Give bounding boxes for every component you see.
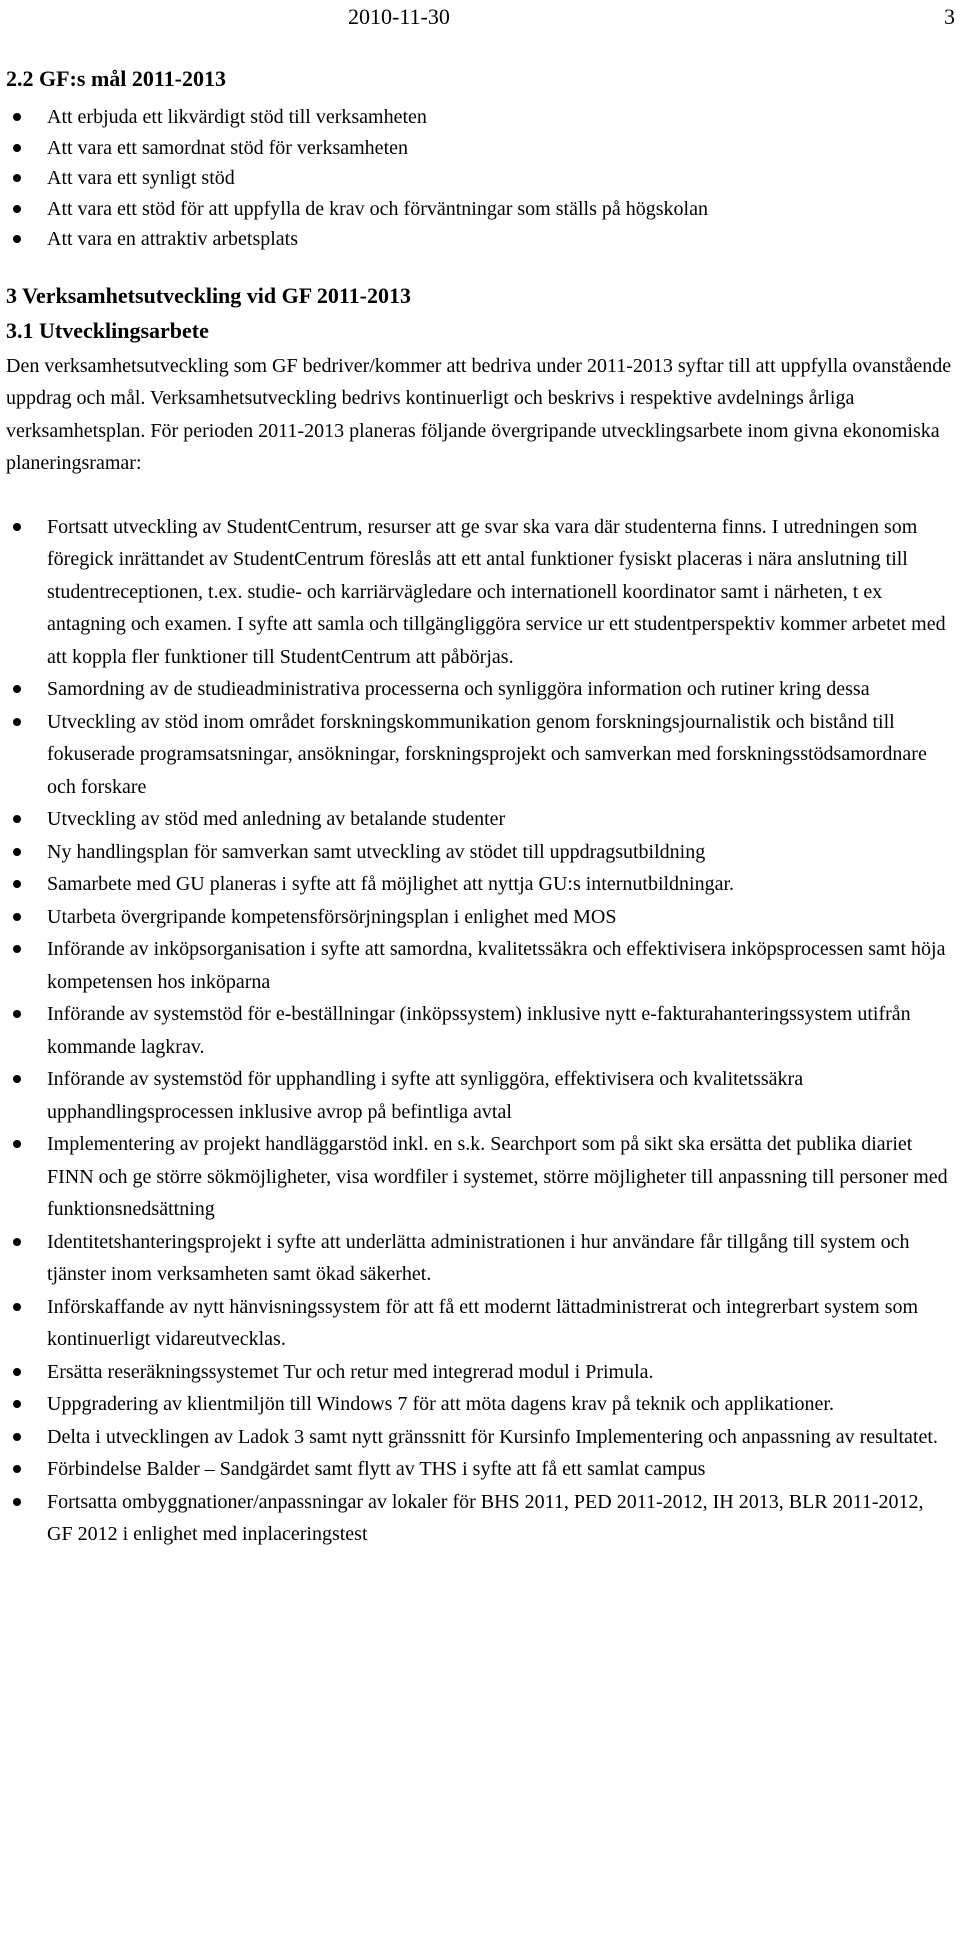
list-item: Förbindelse Balder – Sandgärdet samt flytt av THS i syfte att få ett samlat campus — [6, 1453, 954, 1486]
list-item: Att vara ett samordnat stöd för verksamheten — [6, 133, 954, 164]
list-item: Införande av systemstöd för upphandling i syfte att synliggöra, effektivisera och kvalitetssäkra upphandlingsprocessen inklusive avrop på befintliga avtal — [6, 1063, 954, 1128]
list-item: Införande av systemstöd för e-beställningar (inköpssystem) inklusive nytt e-fakturahanteringssystem utifrån kommande lagkrav. — [6, 998, 954, 1063]
intro-paragraph: Den verksamhetsutveckling som GF bedriver/kommer att bedriva under 2011-2013 syftar till att uppfylla ovanstående uppdrag och mål. Verksamhetsutveckling bedrivs kontinuerligt och beskrivs i respektive avdelnings årliga verksamhetsplan. För perioden 2011-2013 planeras följande övergripande utvecklingsarbete inom givna ekonomiska planeringsramar: — [6, 354, 952, 475]
list-item: Att erbjuda ett likvärdigt stöd till verksamheten — [6, 102, 954, 133]
list-item: Att vara ett stöd för att uppfylla de krav och förväntningar som ställs på högskolan — [6, 194, 954, 225]
development-work-list — [6, 511, 954, 1551]
list-item: Samordning av de studieadministrativa processerna och synliggöra information och rutiner kring dessa — [6, 673, 954, 706]
list-item: Fortsatta ombyggnationer/anpassningar av lokaler för BHS 2011, PED 2011-2012, IH 2013, BLR 2011-2012, GF 2012 i enlighet med inplaceringstest — [6, 1486, 954, 1551]
document-content — [6, 64, 954, 1551]
list-item: Utarbeta övergripande kompetensförsörjningsplan i enlighet med MOS — [6, 901, 954, 934]
list-item: Implementering av projekt handläggarstöd inkl. en s.k. Searchport som på sikt ska ersätta det publika diariet FINN och ge större sökmöjligheter, visa wordfiler i systemet, större möjligheter till anpassning till personer med funktionsnedsättning — [6, 1128, 954, 1226]
page-number: 3 — [944, 4, 955, 29]
list-item: Uppgradering av klientmiljön till Windows 7 för att möta dagens krav på teknik och applikationer. — [6, 1388, 954, 1421]
heading-section-3: 3 Verksamhetsutveckling vid GF 2011-2013 — [6, 282, 411, 308]
list-item: Att vara en attraktiv arbetsplats — [6, 224, 954, 255]
list-item: Samarbete med GU planeras i syfte att få möjlighet att nyttja GU:s internutbildningar. — [6, 868, 954, 901]
heading-section-3-1: 3.1 Utvecklingsarbete — [6, 317, 209, 343]
list-item: Utveckling av stöd med anledning av betalande studenter — [6, 803, 954, 836]
list-item: Införskaffande av nytt hänvisningssystem för att få ett modernt lättadministrerat och integrerbart system som kontinuerligt vidareutvecklas. — [6, 1291, 954, 1356]
list-item: Att vara ett synligt stöd — [6, 163, 954, 194]
heading-goals: 2.2 GF:s mål 2011-2013 — [6, 66, 226, 91]
list-item: Utveckling av stöd inom området forskningskommunikation genom forskningsjournalistik och bistånd till fokuserade programsatsningar, ansökningar, forskningsprojekt och samverkan med forskningsstödsamordnare och forskare — [6, 706, 954, 804]
list-item: Delta i utvecklingen av Ladok 3 samt nytt gränssnitt för Kursinfo Implementering och anpassning av resultatet. — [6, 1421, 954, 1454]
list-item: Fortsatt utveckling av StudentCentrum, resurser att ge svar ska vara där studenterna finns. I utredningen som föregick inrättandet av StudentCentrum föreslås att ett antal funktioner fysiskt placeras i nära anslutning till studentreceptionen, t.ex. studie- och karriärvägledare och internationell koordinator samt i närheten, t ex antagning och examen. I syfte att samla och tillgängliggöra service ur ett studentperspektiv kommer arbetet med att koppla fler funktioner till StudentCentrum att påbörjas. — [6, 511, 954, 674]
header-date: 2010-11-30 — [348, 4, 450, 29]
list-item: Identitetshanteringsprojekt i syfte att underlätta administrationen i hur användare får tillgång till system och tjänster inom verksamheten samt ökad säkerhet. — [6, 1226, 954, 1291]
goals-list — [6, 102, 954, 255]
list-item: Ersätta reseräkningssystemet Tur och retur med integrerad modul i Primula. — [6, 1356, 954, 1389]
list-item: Ny handlingsplan för samverkan samt utveckling av stödet till uppdragsutbildning — [6, 836, 954, 869]
list-item: Införande av inköpsorganisation i syfte att samordna, kvalitetssäkra och effektivisera inköpsprocessen samt höja kompetensen hos inköparna — [6, 933, 954, 998]
